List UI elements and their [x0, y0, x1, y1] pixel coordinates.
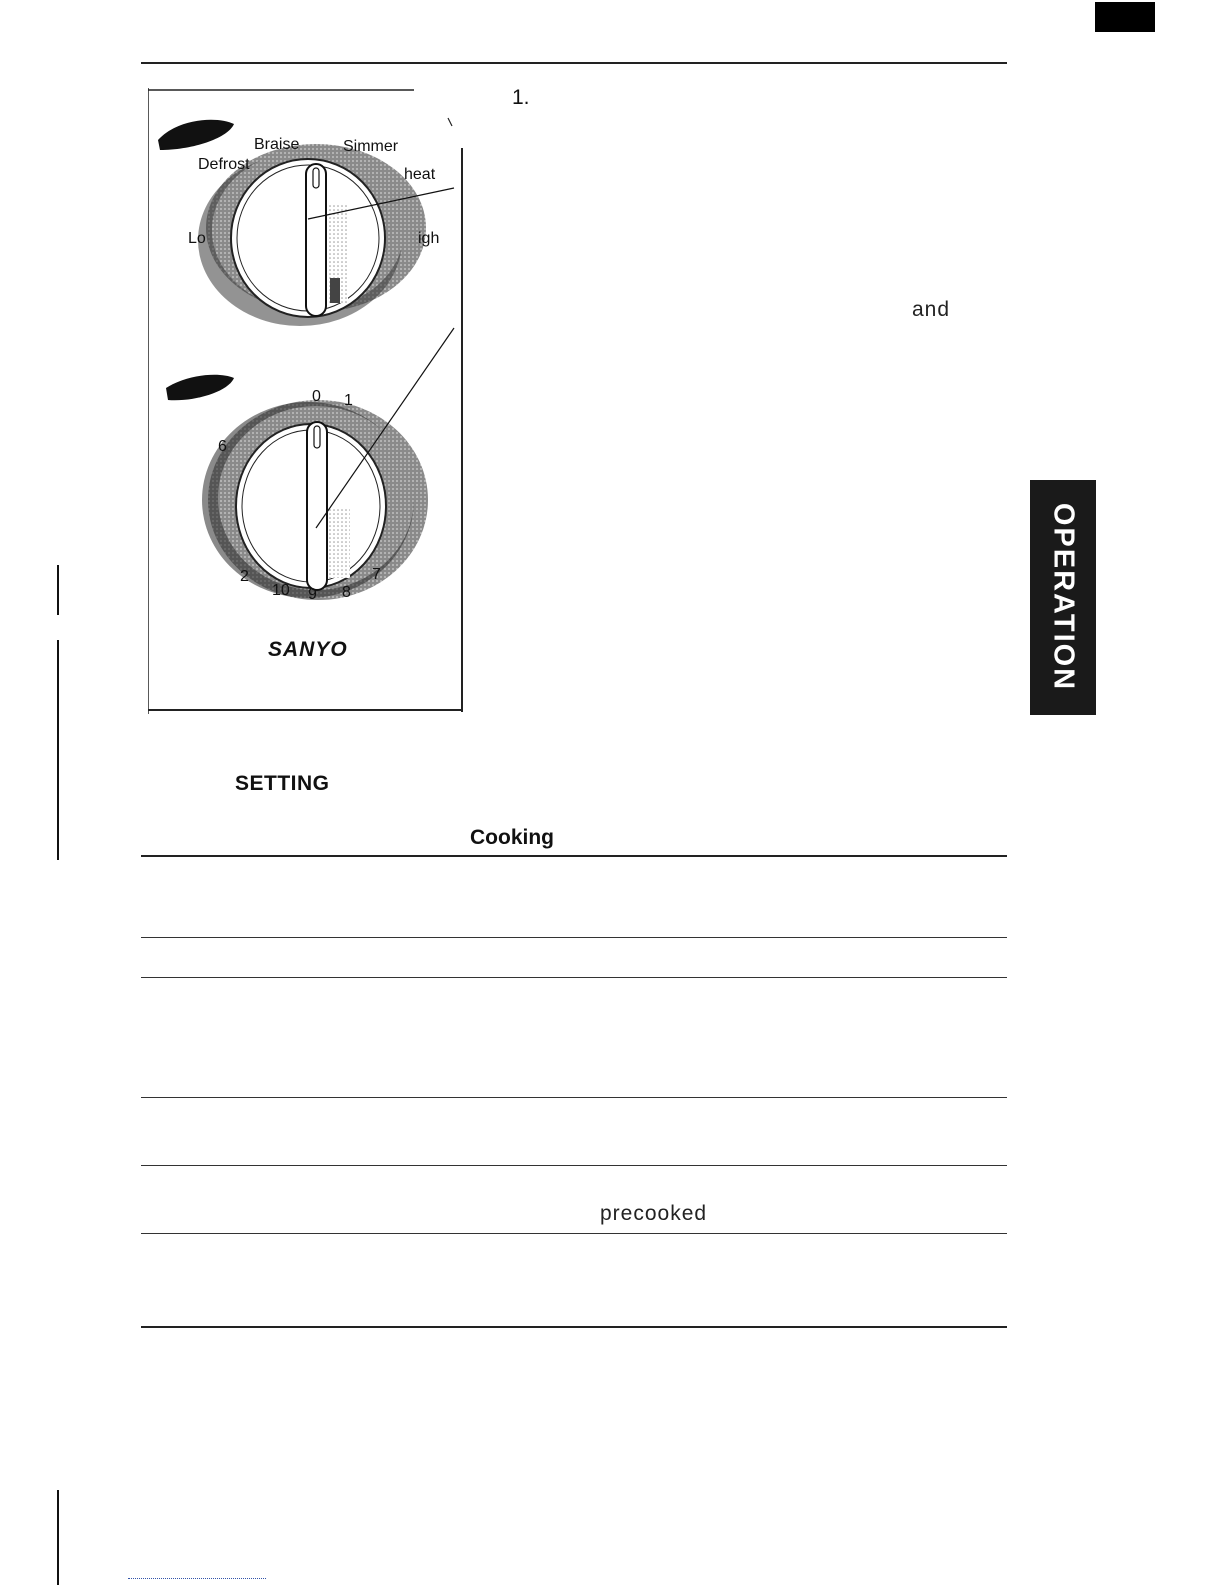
binding-line-bottom	[57, 1490, 59, 1585]
timer-label-10: 10	[272, 582, 290, 599]
step-number: 1.	[512, 86, 530, 109]
bottom-dotted-line	[128, 1578, 266, 1579]
table-rule-2	[141, 977, 1007, 978]
operation-tab-label: OPERATION	[1047, 502, 1080, 692]
timer-label-8: 8	[342, 584, 351, 601]
text-fragment-and: and	[912, 298, 951, 321]
power-label-high: igh	[418, 230, 440, 247]
control-panel-illustration	[148, 88, 464, 714]
binding-line	[57, 640, 59, 860]
table-rule-3	[141, 1097, 1007, 1098]
table-rule-4	[141, 1165, 1007, 1166]
table-rule-1	[141, 937, 1007, 938]
timer-label-6: 6	[218, 438, 227, 455]
timer-label-0: 0	[312, 388, 321, 405]
column-heading-cooking: Cooking	[470, 826, 554, 849]
brand-logo: SANYO	[268, 638, 348, 661]
binding-mark	[57, 565, 59, 615]
power-label-simmer: Simmer	[343, 138, 399, 155]
table-rule-header	[141, 855, 1007, 857]
power-label-low: Lo	[188, 230, 206, 247]
timer-label-2: 2	[240, 568, 249, 585]
power-label-defrost: Defrost	[198, 156, 250, 173]
operation-side-tab	[1030, 480, 1096, 715]
top-rule	[141, 62, 1007, 64]
timer-label-9: 9	[308, 586, 317, 603]
table-rule-bottom	[141, 1326, 1007, 1328]
corner-mark	[1095, 2, 1155, 32]
power-label-braise: Braise	[254, 136, 300, 153]
section-heading: SETTING	[235, 772, 330, 795]
power-label-reheat: heat	[404, 166, 436, 183]
table-rule-5	[141, 1233, 1007, 1234]
timer-label-7: 7	[372, 566, 381, 583]
table-cell-precooked: precooked	[600, 1202, 708, 1225]
timer-label-1: 1	[344, 392, 353, 409]
